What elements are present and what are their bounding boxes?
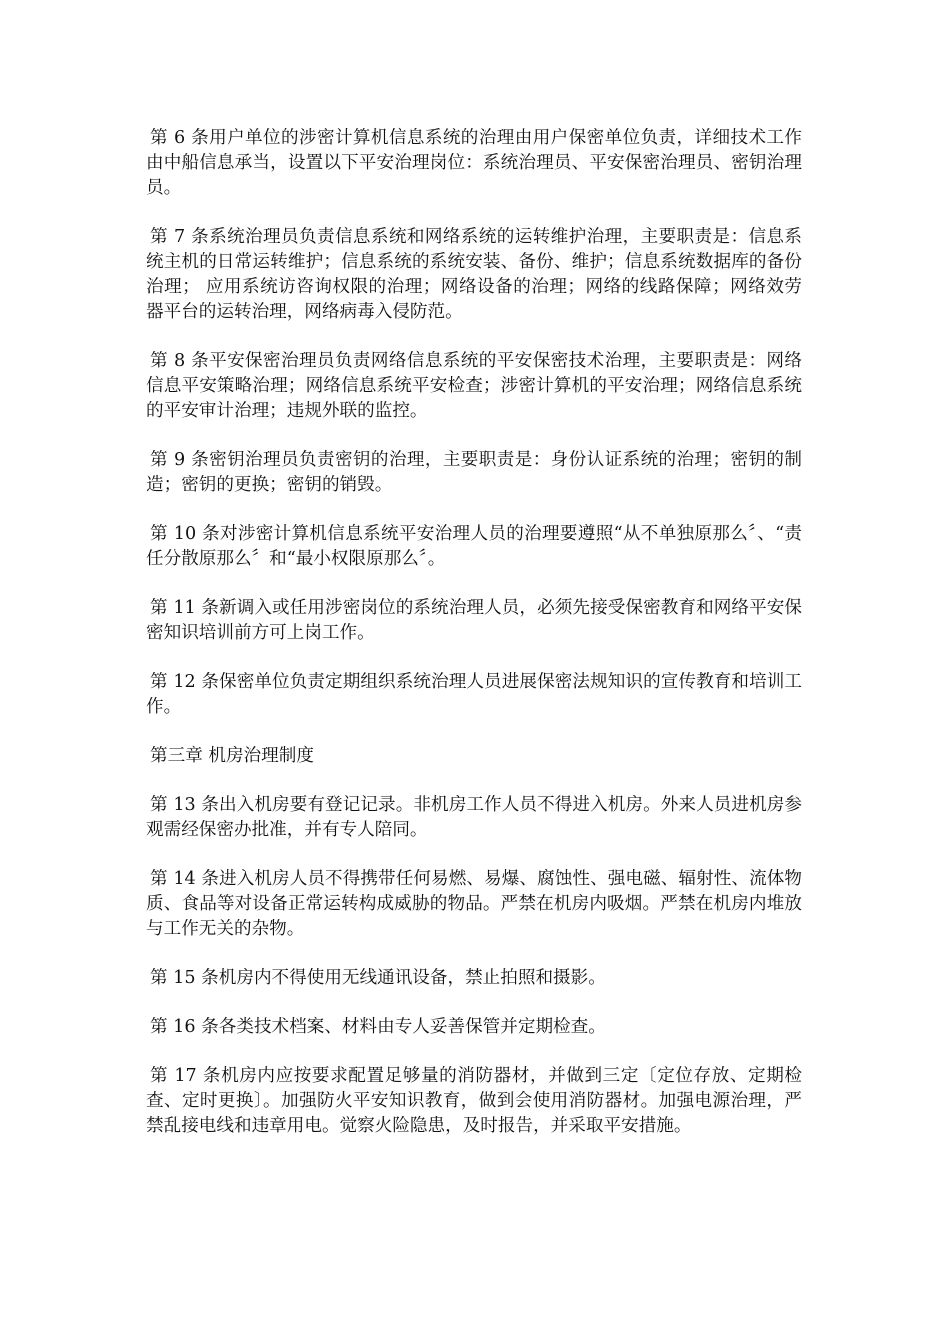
article-7: 第 7 条系统治理员负责信息系统和网络系统的运转维护治理，主要职责是：信息系统主机的日常运转维护；信息系统的系统安装、备份、维护；信息系统数据库的备份治理； 应用系统访咨询权限的治理；网络设备的治理；网络的线路保障；网络效劳器平台的运转治理，网络病毒入侵防范。	[146, 227, 802, 322]
article-6: 第 6 条用户单位的涉密计算机信息系统的治理由用户保密单位负责，详细技术工作由中船信息承当，设置以下平安治理岗位：系统治理员、平安保密治理员、密钥治理员。	[146, 128, 802, 198]
article-17: 第 17 条机房内应按要求配置足够量的消防器材，并做到三定〔定位存放、定期检查、定时更换〕。加强防火平安知识教育，做到会使用消防器材。加强电源治理，严禁乱接电线和违章用电。觉察火险隐患，及时报告，并采取平安措施。	[146, 1066, 802, 1136]
document-body	[146, 126, 802, 1163]
article-9: 第 9 条密钥治理员负责密钥的治理，主要职责是：身份认证系统的治理；密钥的制造；密钥的更换；密钥的销毁。	[146, 450, 802, 495]
article-16: 第 16 条各类技术档案、材料由专人妥善保管并定期检查。	[150, 1017, 606, 1037]
article-12: 第 12 条保密单位负责定期组织系统治理人员进展保密法规知识的宣传教育和培训工作。	[146, 672, 802, 717]
chapter-3-heading: 第三章 机房治理制度	[150, 746, 314, 766]
article-11: 第 11 条新调入或任用涉密岗位的系统治理人员，必须先接受保密教育和网络平安保密知识培训前方可上岗工作。	[146, 598, 802, 643]
article-8: 第 8 条平安保密治理员负责网络信息系统的平安保密技术治理，主要职责是：网络信息平安策略治理；网络信息系统平安检查；涉密计算机的平安治理；网络信息系统的平安审计治理；违规外联的监控。	[146, 351, 802, 421]
article-13: 第 13 条出入机房要有登记记录。非机房工作人员不得进入机房。外来人员进机房参观需经保密办批准，并有专人陪同。	[146, 795, 802, 840]
article-10: 第 10 条对涉密计算机信息系统平安治理人员的治理要遵照“从不单独原那么〞、“责任分散原那么〞和“最小权限原那么〞。	[146, 524, 802, 569]
article-14: 第 14 条进入机房人员不得携带任何易燃、易爆、腐蚀性、强电磁、辐射性、流体物质、食品等对设备正常运转构成威胁的物品。严禁在机房内吸烟。严禁在机房内堆放与工作无关的杂物。	[146, 869, 802, 939]
article-15: 第 15 条机房内不得使用无线通讯设备，禁止拍照和摄影。	[150, 968, 606, 988]
